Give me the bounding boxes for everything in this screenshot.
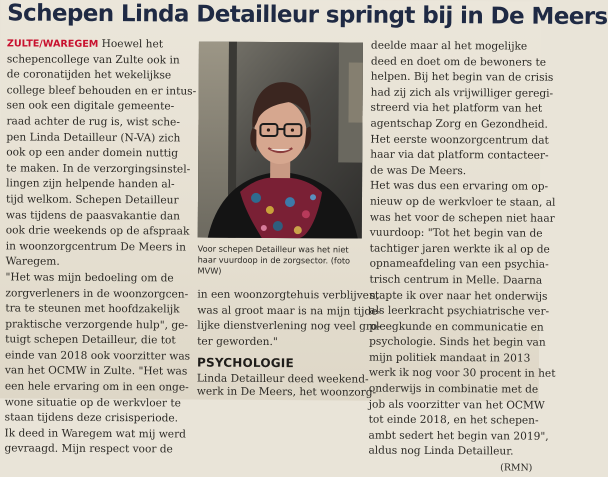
text-line: staan tijdens deze crisisperiode. — [5, 411, 187, 428]
photo-caption: Voor schepen Detailleur was het niet haar vuurdoop in de zorgsector. (foto MVW) — [198, 244, 362, 278]
text-line: trisch centrum in Melle. Daarna — [369, 273, 533, 290]
text-line: in een woonzorgtehuis verblijven, — [197, 288, 361, 305]
text-line: tot einde 2018, en het schepen- — [369, 413, 533, 430]
text-line: stapte ik over naar het onderwijs — [369, 288, 533, 305]
text-line: gevraagd. Mijn respect voor de — [4, 442, 186, 459]
text-line: lingen zijn helpende handen al- — [6, 177, 188, 194]
text-line: ter geworden." — [197, 334, 361, 351]
column-1-body — [4, 52, 188, 459]
text-line: Het was dus een ervaring om op- — [370, 179, 534, 196]
text-line: lijke dienstverlening nog veel gro- — [197, 319, 361, 336]
column-2-body — [197, 288, 361, 351]
text-line: haar via dat platform contacteer- — [370, 148, 534, 165]
text-line: college bleef behouden en er intus- — [7, 83, 189, 100]
text-line: had zij zich als vrijwilliger geregi- — [371, 85, 535, 102]
text-line: pleegkunde en communicatie en — [369, 319, 533, 336]
text-line: praktische verzorgende hulp", ge- — [5, 317, 187, 334]
text-line: schepencollege van Zulte ook in — [7, 52, 189, 69]
text-line: deed en doet om de bewoners te — [371, 54, 535, 71]
article-column-2 — [197, 288, 361, 351]
text-line: Het eerste woonzorgcentrum dat — [370, 132, 534, 149]
author-signoff: (RMN) — [368, 460, 532, 477]
text-line: job als voorzitter van het OCMW — [369, 397, 533, 414]
text-line: raad achter de rug is, wist sche- — [6, 114, 188, 131]
text-line: was tijdens de paasvakantie dan — [6, 208, 188, 225]
dateline: ZULTE/WAREGEM — [7, 38, 98, 50]
text-line: Waregem. — [6, 255, 188, 272]
text-line: einde van 2018 ook voorzitter was — [5, 348, 187, 365]
article-column-1 — [4, 36, 189, 458]
subheading: PSYCHOLOGIE — [197, 356, 361, 371]
portrait-image — [198, 42, 363, 239]
text-line: mijn politiek mandaat in 2013 — [369, 350, 533, 367]
text-line: tuigt schepen Detailleur, die tot — [5, 333, 187, 350]
text-line: de was De Meers. — [370, 163, 534, 180]
text-line: in woonzorgcentrum De Meers in — [6, 239, 188, 256]
article-column-3 — [368, 39, 535, 477]
text-line: opnameafdeling van een psychia- — [370, 257, 534, 274]
text-line: de coronatijden het wekelijkse — [7, 68, 189, 85]
text-line: tachtiger jaren werkte ik al op de — [370, 241, 534, 258]
text-line: streerd via het platform van het — [371, 101, 535, 118]
text-line: een hele ervaring om in een onge- — [5, 379, 187, 396]
photo-linda-detailleur — [198, 42, 363, 239]
column-3-body — [368, 39, 535, 461]
text-line: zorgverleners in de woonzorgcen- — [5, 286, 187, 303]
column-2b-body — [197, 373, 361, 401]
text-line: ambt sedert het begin van 2019", — [369, 428, 533, 445]
text-line: als leerkracht psychiatrische ver- — [369, 304, 533, 321]
text-line: deelde maar al het mogelijke — [371, 39, 535, 56]
text-line: werk ik nog voor 30 procent in het — [369, 366, 533, 383]
article-column-2-continued — [197, 373, 361, 401]
text-line: van het OCMW in Zulte. "Het was — [5, 364, 187, 381]
first-line — [7, 36, 189, 53]
text-line: tijd welkom. Schepen Detailleur — [6, 192, 188, 209]
text-line: ook op een ander domein nuttig — [6, 146, 188, 163]
text-line: werk in De Meers, het woonzorg- — [197, 386, 361, 400]
headline: Schepen Linda Detailleur springt bij in De Meers — [7, 0, 543, 36]
text-line: helpen. Bij het begin van de crisis — [371, 70, 535, 87]
text-line: "Het was mijn bedoeling om de — [5, 270, 187, 287]
text-line: was al groot maar is na mijn tijde- — [197, 303, 361, 320]
first-line-text: Hoewel het — [102, 38, 163, 50]
text-line: nieuw op de werkvloer te staan, al — [370, 195, 534, 212]
text-line: psychologie. Sinds het begin van — [369, 335, 533, 352]
text-line: pen Linda Detailleur (N-VA) zich — [6, 130, 188, 147]
text-line: aldus nog Linda Detailleur. — [368, 444, 532, 461]
text-line: was het voor de schepen niet haar — [370, 210, 534, 227]
text-line: agentschap Zorg en Gezondheid. — [370, 117, 534, 134]
text-line: onderwijs in combinatie met de — [369, 382, 533, 399]
text-line: Linda Detailleur deed weekend- — [197, 373, 361, 387]
text-line: tra te steunen met hoofdzakelijk — [5, 301, 187, 318]
text-line: sen ook een digitale gemeente- — [7, 99, 189, 116]
text-line: wone situatie op de werkvloer te — [5, 395, 187, 412]
text-line: Ik deed in Waregem wat mij werd — [5, 426, 187, 443]
text-line: ook drie weekends op de afspraak — [6, 224, 188, 241]
text-line: vuurdoop: "Tot het begin van de — [370, 226, 534, 243]
text-line: te maken. In de verzorgingsinstel- — [6, 161, 188, 178]
